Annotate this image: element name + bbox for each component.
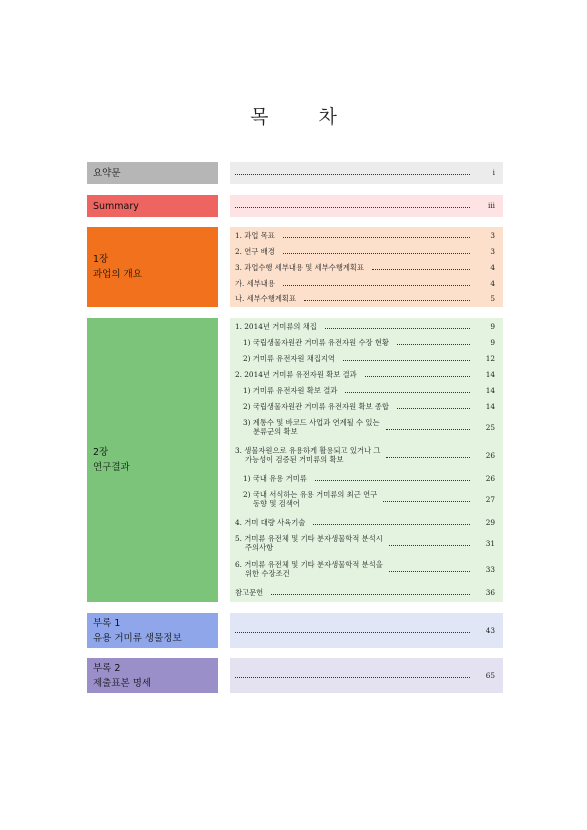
dot-leader	[325, 328, 470, 329]
section-label-line: 유용 거미류 생물정보	[93, 632, 182, 644]
section-entries	[230, 318, 503, 602]
page-number: 31	[485, 539, 495, 548]
toc-entry-title: 3) 계통수 및 바코드 사업과 연계될 수 있는	[243, 418, 380, 427]
dot-leader	[283, 285, 470, 286]
page-number: 3	[490, 247, 495, 256]
section-label-line: Summary	[93, 200, 139, 212]
section-entries	[230, 227, 503, 307]
section-entries	[230, 162, 503, 184]
toc-entry-title: 2) 국내 서식하는 유용 거미류의 최근 연구	[243, 490, 378, 499]
page-title: 목 차	[250, 106, 359, 128]
page-number: 27	[485, 495, 495, 504]
toc-entry-title-cont: 동향 및 검색어	[253, 499, 300, 508]
toc-entry-title-cont: 위한 수장조건	[245, 569, 290, 578]
section-label-line: 과업의 개요	[93, 269, 142, 280]
section-label[interactable]	[87, 613, 218, 648]
page-number: 9	[490, 338, 495, 347]
toc-entry-title: 2) 거미류 유전자원 채집지역	[243, 354, 335, 363]
toc-entry-title: 2. 연구 배경	[235, 247, 275, 256]
dot-leader	[283, 253, 470, 254]
toc-entry-title: 3. 과업수행 세부내용 및 세부수행계획표	[235, 263, 365, 272]
page-number: 4	[490, 279, 495, 288]
section-label[interactable]	[87, 195, 218, 217]
section-label[interactable]	[87, 318, 218, 602]
toc-section-0	[87, 162, 503, 184]
dot-leader	[372, 269, 470, 270]
dot-leader	[383, 501, 470, 502]
toc-section-4	[87, 613, 503, 648]
toc-entry-title: 4. 거미 대량 사육기술	[235, 518, 306, 527]
dot-leader	[315, 480, 470, 481]
toc-entry-title-cont: 가능성이 검증된 거미류의 확보	[245, 455, 344, 464]
section-label-line: 연구결과	[93, 462, 130, 473]
dot-leader	[235, 207, 470, 208]
section-entries	[230, 658, 503, 693]
toc-entry-title: 2. 2014년 거미류 유전자원 확보 결과	[235, 370, 357, 379]
section-label-line: 요약문	[93, 167, 121, 179]
section-label[interactable]	[87, 162, 218, 184]
page-number: 33	[485, 565, 495, 574]
toc-entry-title: 1. 2014년 거미류의 채집	[235, 322, 317, 331]
section-label-line: 1장	[93, 254, 109, 265]
toc-entry-title: 1) 거미류 유전자원 확보 결과	[243, 386, 338, 395]
page-number: 9	[490, 322, 495, 331]
page-number: 14	[485, 370, 495, 379]
dot-leader	[235, 174, 470, 175]
dot-leader	[365, 376, 470, 377]
section-label-line: 2장	[93, 447, 109, 458]
dot-leader	[397, 344, 470, 345]
page-number: 36	[485, 588, 495, 597]
page-number: i	[492, 168, 495, 177]
page-number: 12	[485, 354, 495, 363]
dot-leader	[345, 392, 470, 393]
section-label[interactable]	[87, 658, 218, 693]
toc-entry-title-cont: 주의사항	[245, 543, 274, 552]
dot-leader	[235, 632, 470, 633]
dot-leader	[283, 237, 470, 238]
toc-entry-title: 1. 과업 목표	[235, 231, 275, 240]
page-number: 25	[485, 423, 495, 432]
toc-section-5	[87, 658, 503, 693]
page-number: 26	[485, 474, 495, 483]
dot-leader	[343, 360, 470, 361]
dot-leader	[235, 677, 470, 678]
page-number: 4	[490, 263, 495, 272]
section-entries	[230, 613, 503, 648]
page-number: 29	[485, 518, 495, 527]
dot-leader	[271, 594, 470, 595]
dot-leader	[304, 300, 470, 301]
toc-entry-title-cont: 분류군의 확보	[253, 427, 298, 436]
toc-entry-title: 1) 국립생물자원관 거미류 유전자원 수장 현황	[243, 338, 389, 347]
toc-entry-title: 5. 거미류 유전체 및 기타 분자생물학적 분석시	[235, 534, 383, 543]
section-entries	[230, 195, 503, 217]
page-number: 14	[485, 386, 495, 395]
toc-entry-title: 가. 세부내용	[235, 279, 275, 288]
dot-leader	[386, 457, 470, 458]
section-label-line: 부록 2	[93, 662, 121, 674]
toc-entry-title: 참고문헌	[235, 588, 264, 597]
page-number: 65	[485, 671, 495, 680]
toc-section-2	[87, 227, 503, 307]
toc-section-1	[87, 195, 503, 217]
page-number: 26	[485, 451, 495, 460]
page-number: 14	[485, 402, 495, 411]
dot-leader	[397, 408, 470, 409]
dot-leader	[389, 545, 470, 546]
page-number: iii	[487, 201, 495, 210]
toc-entry-title: 2) 국립생물자원관 거미류 유전자원 확보 종합	[243, 402, 389, 411]
section-label-line: 제출표본 명세	[93, 677, 152, 689]
page-number: 3	[490, 231, 495, 240]
dot-leader	[389, 571, 470, 572]
toc-entry-title: 1) 국내 유용 거미류	[243, 474, 307, 483]
dot-leader	[313, 524, 470, 525]
toc-entry-title: 3. 생물자원으로 유용하게 활용되고 있거나 그	[235, 446, 381, 455]
toc-entry-title: 6. 거미류 유전체 및 기타 분자생물학적 분석을	[235, 560, 383, 569]
section-label-line: 부록 1	[93, 617, 121, 629]
toc-section-3	[87, 318, 503, 602]
toc-entry-title: 나. 세부수행계획표	[235, 294, 297, 303]
page-number: 5	[490, 294, 495, 303]
page-number: 43	[485, 626, 495, 635]
dot-leader	[386, 429, 470, 430]
section-label[interactable]	[87, 227, 218, 307]
